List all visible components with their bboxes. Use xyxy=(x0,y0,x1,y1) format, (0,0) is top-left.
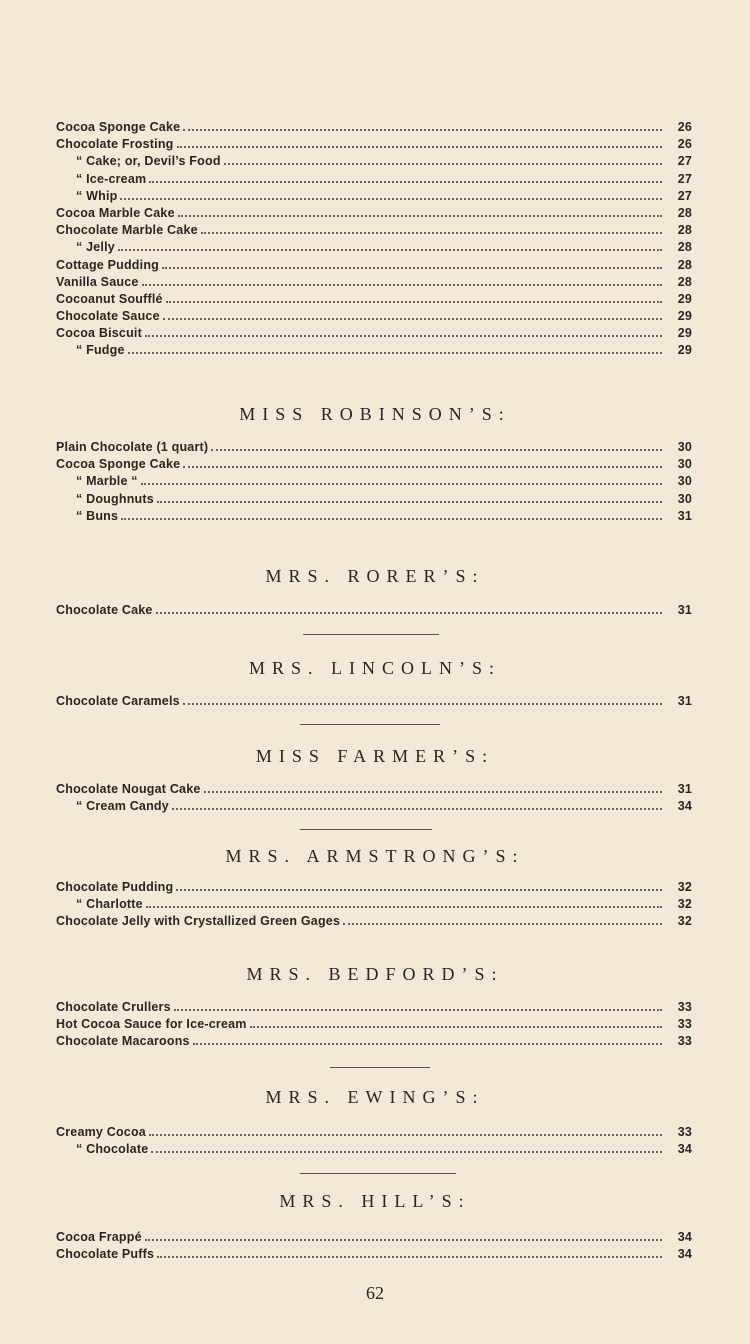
toc-entry xyxy=(56,1230,692,1247)
toc-entry xyxy=(56,799,692,816)
dot-leader xyxy=(145,1239,662,1241)
entry-title: Hot Cocoa Sauce for Ice-cream xyxy=(56,1017,247,1032)
toc-entry xyxy=(56,1000,692,1017)
entry-title: Chocolate Frosting xyxy=(56,137,174,152)
dot-leader xyxy=(121,518,662,520)
section-heading-mrs-ewing: MRS. EWING’S: xyxy=(265,1087,485,1107)
section-heading-miss-farmer: MISS FARMER’S: xyxy=(255,746,495,766)
entry-title: Chocolate Jelly with Crystallized Green Gages xyxy=(56,914,341,929)
entry-page-number: 27 xyxy=(677,188,692,203)
section-continued xyxy=(56,120,692,361)
dot-leader xyxy=(149,181,662,183)
entry-page-number: 33 xyxy=(677,1034,692,1049)
entry-page-number: 28 xyxy=(677,240,692,255)
section-mrs-armstrong xyxy=(56,880,692,932)
section-divider xyxy=(300,1173,456,1174)
entry-title: Cocoa Sponge Cake xyxy=(56,457,181,472)
entry-page-number: 27 xyxy=(677,171,692,186)
dot-leader xyxy=(141,483,662,485)
entry-title: “ Cream Candy xyxy=(76,799,169,814)
dot-leader xyxy=(211,449,662,451)
dot-leader xyxy=(120,198,662,200)
entry-page-number: 28 xyxy=(677,223,692,238)
entry-page-number: 29 xyxy=(677,343,692,358)
toc-entry xyxy=(56,1017,692,1034)
entry-page-number: 29 xyxy=(677,309,692,324)
toc-entry xyxy=(56,914,692,931)
entry-title: Chocolate Cake xyxy=(56,603,153,617)
entry-title: “ Jelly xyxy=(76,240,115,255)
entry-page-number: 31 xyxy=(677,694,692,708)
entry-title: Chocolate Puffs xyxy=(56,1247,155,1262)
dot-leader xyxy=(146,906,662,908)
entry-list xyxy=(56,880,692,932)
section-heading-mrs-hill: MRS. HILL’S: xyxy=(279,1191,471,1211)
section-heading-mrs-bedford: MRS. BEDFORD’S: xyxy=(246,964,504,984)
entry-page-number: 31 xyxy=(677,603,692,617)
dot-leader xyxy=(145,335,662,337)
page-number: 62 xyxy=(366,1283,384,1303)
entry-page-number: 34 xyxy=(677,1247,692,1262)
toc-entry xyxy=(56,120,692,137)
entry-title: Chocolate Caramels xyxy=(56,694,180,708)
entry-page-number: 29 xyxy=(677,326,692,341)
toc-entry xyxy=(56,474,692,491)
section-miss-robinson xyxy=(56,440,692,526)
toc-entry xyxy=(56,189,692,206)
toc-entry xyxy=(56,343,692,360)
entry-page-number: 34 xyxy=(677,1142,692,1157)
entry-title: Cocoa Frappé xyxy=(56,1230,142,1244)
toc-entry xyxy=(56,258,692,275)
entry-title: Chocolate Sauce xyxy=(56,309,160,324)
section-mrs-ewing xyxy=(56,1125,692,1159)
entry-title: Cocoa Biscuit xyxy=(56,326,142,341)
entry-list xyxy=(56,1000,692,1052)
section-miss-farmer xyxy=(56,782,692,816)
dot-leader xyxy=(224,163,662,165)
toc-entry xyxy=(56,240,692,257)
dot-leader xyxy=(142,284,662,286)
entry-page-number: 29 xyxy=(677,291,692,306)
entry-page-number: 28 xyxy=(677,205,692,220)
dot-leader xyxy=(183,703,662,705)
entry-title: “ Chocolate xyxy=(76,1142,149,1157)
dot-leader xyxy=(151,1151,662,1153)
entry-list xyxy=(56,120,692,361)
dot-leader xyxy=(118,249,662,251)
section-mrs-lincoln xyxy=(56,694,692,711)
dot-leader xyxy=(157,501,662,503)
section-mrs-hill xyxy=(56,1230,692,1264)
entry-list xyxy=(56,440,692,526)
entry-list xyxy=(56,1230,692,1264)
entry-page-number: 28 xyxy=(677,274,692,289)
entry-title: Vanilla Sauce xyxy=(56,274,139,289)
section-heading-miss-robinson: MISS ROBINSON’S: xyxy=(239,404,511,424)
entry-title: Chocolate Macaroons xyxy=(56,1034,190,1049)
entry-list xyxy=(56,782,692,816)
entry-title: “ Cake; or, Devil’s Food xyxy=(76,154,221,169)
toc-entry xyxy=(56,1034,692,1051)
entry-title: Cocoanut Soufflé xyxy=(56,291,163,306)
entry-page-number: 26 xyxy=(677,120,692,134)
dot-leader xyxy=(201,232,662,234)
toc-entry xyxy=(56,440,692,457)
entry-list xyxy=(56,1125,692,1159)
toc-entry xyxy=(56,223,692,240)
section-divider xyxy=(300,829,432,830)
entry-title: “ Fudge xyxy=(76,343,125,358)
dot-leader xyxy=(163,318,662,320)
dot-leader xyxy=(250,1026,662,1028)
entry-page-number: 34 xyxy=(677,799,692,814)
entry-page-number: 30 xyxy=(677,457,692,472)
section-divider xyxy=(300,724,440,725)
dot-leader xyxy=(174,1009,662,1011)
toc-entry xyxy=(56,292,692,309)
entry-page-number: 30 xyxy=(677,440,692,454)
entry-title: Chocolate Pudding xyxy=(56,880,174,894)
dot-leader xyxy=(156,612,662,614)
entry-title: “ Doughnuts xyxy=(76,491,154,506)
entry-page-number: 33 xyxy=(677,1000,692,1014)
entry-title: Cocoa Sponge Cake xyxy=(56,120,181,134)
entry-page-number: 33 xyxy=(677,1017,692,1032)
entry-page-number: 32 xyxy=(677,897,692,912)
toc-entry xyxy=(56,206,692,223)
entry-title: Chocolate Marble Cake xyxy=(56,223,198,238)
dot-leader xyxy=(183,129,662,131)
section-mrs-rorer xyxy=(56,603,692,620)
dot-leader xyxy=(177,146,663,148)
entry-title: “ Charlotte xyxy=(76,897,143,912)
dot-leader xyxy=(204,791,662,793)
toc-entry xyxy=(56,782,692,799)
dot-leader xyxy=(157,1256,662,1258)
section-heading-mrs-rorer: MRS. RORER’S: xyxy=(265,566,485,586)
section-heading-mrs-armstrong: MRS. ARMSTRONG’S: xyxy=(225,846,525,866)
entry-page-number: 32 xyxy=(677,914,692,929)
dot-leader xyxy=(178,215,662,217)
dot-leader xyxy=(149,1134,662,1136)
section-divider xyxy=(330,1067,430,1068)
toc-entry xyxy=(56,880,692,897)
entry-title: “ Marble “ xyxy=(76,474,138,489)
toc-entry xyxy=(56,897,692,914)
entry-page-number: 33 xyxy=(677,1125,692,1139)
entry-page-number: 28 xyxy=(677,257,692,272)
entry-list xyxy=(56,694,692,711)
toc-entry xyxy=(56,309,692,326)
entry-title: Cottage Pudding xyxy=(56,257,159,272)
entry-title: Chocolate Nougat Cake xyxy=(56,782,201,796)
toc-entry xyxy=(56,509,692,526)
toc-entry xyxy=(56,492,692,509)
dot-leader xyxy=(183,466,662,468)
toc-entry xyxy=(56,154,692,171)
entry-title: “ Buns xyxy=(76,508,119,523)
entry-page-number: 30 xyxy=(677,491,692,506)
entry-page-number: 31 xyxy=(677,782,692,796)
dot-leader xyxy=(343,923,662,925)
dot-leader xyxy=(176,889,662,891)
section-divider xyxy=(303,634,439,635)
entry-title: “ Whip xyxy=(76,188,118,203)
entry-title: Creamy Cocoa xyxy=(56,1125,146,1139)
section-heading-mrs-lincoln: MRS. LINCOLN’S: xyxy=(248,658,501,678)
entry-title: Chocolate Crullers xyxy=(56,1000,171,1014)
dot-leader xyxy=(128,352,662,354)
toc-entry xyxy=(56,1125,692,1142)
entry-page-number: 34 xyxy=(677,1230,692,1244)
toc-entry xyxy=(56,326,692,343)
dot-leader xyxy=(172,808,662,810)
dot-leader xyxy=(193,1043,662,1045)
toc-entry xyxy=(56,137,692,154)
entry-title: Cocoa Marble Cake xyxy=(56,205,175,220)
toc-entry xyxy=(56,694,692,711)
toc-entry xyxy=(56,1142,692,1159)
toc-entry xyxy=(56,457,692,474)
toc-entry xyxy=(56,603,692,620)
entry-page-number: 30 xyxy=(677,474,692,489)
entry-list xyxy=(56,603,692,620)
dot-leader xyxy=(162,267,662,269)
entry-page-number: 26 xyxy=(677,137,692,152)
entry-title: “ Ice-cream xyxy=(76,171,147,186)
toc-entry xyxy=(56,275,692,292)
dot-leader xyxy=(166,301,662,303)
entry-title: Plain Chocolate (1 quart) xyxy=(56,440,209,454)
entry-page-number: 27 xyxy=(677,154,692,169)
entry-page-number: 32 xyxy=(677,880,692,894)
entry-page-number: 31 xyxy=(677,508,692,523)
toc-entry xyxy=(56,1247,692,1264)
toc-entry xyxy=(56,172,692,189)
section-mrs-bedford xyxy=(56,1000,692,1052)
